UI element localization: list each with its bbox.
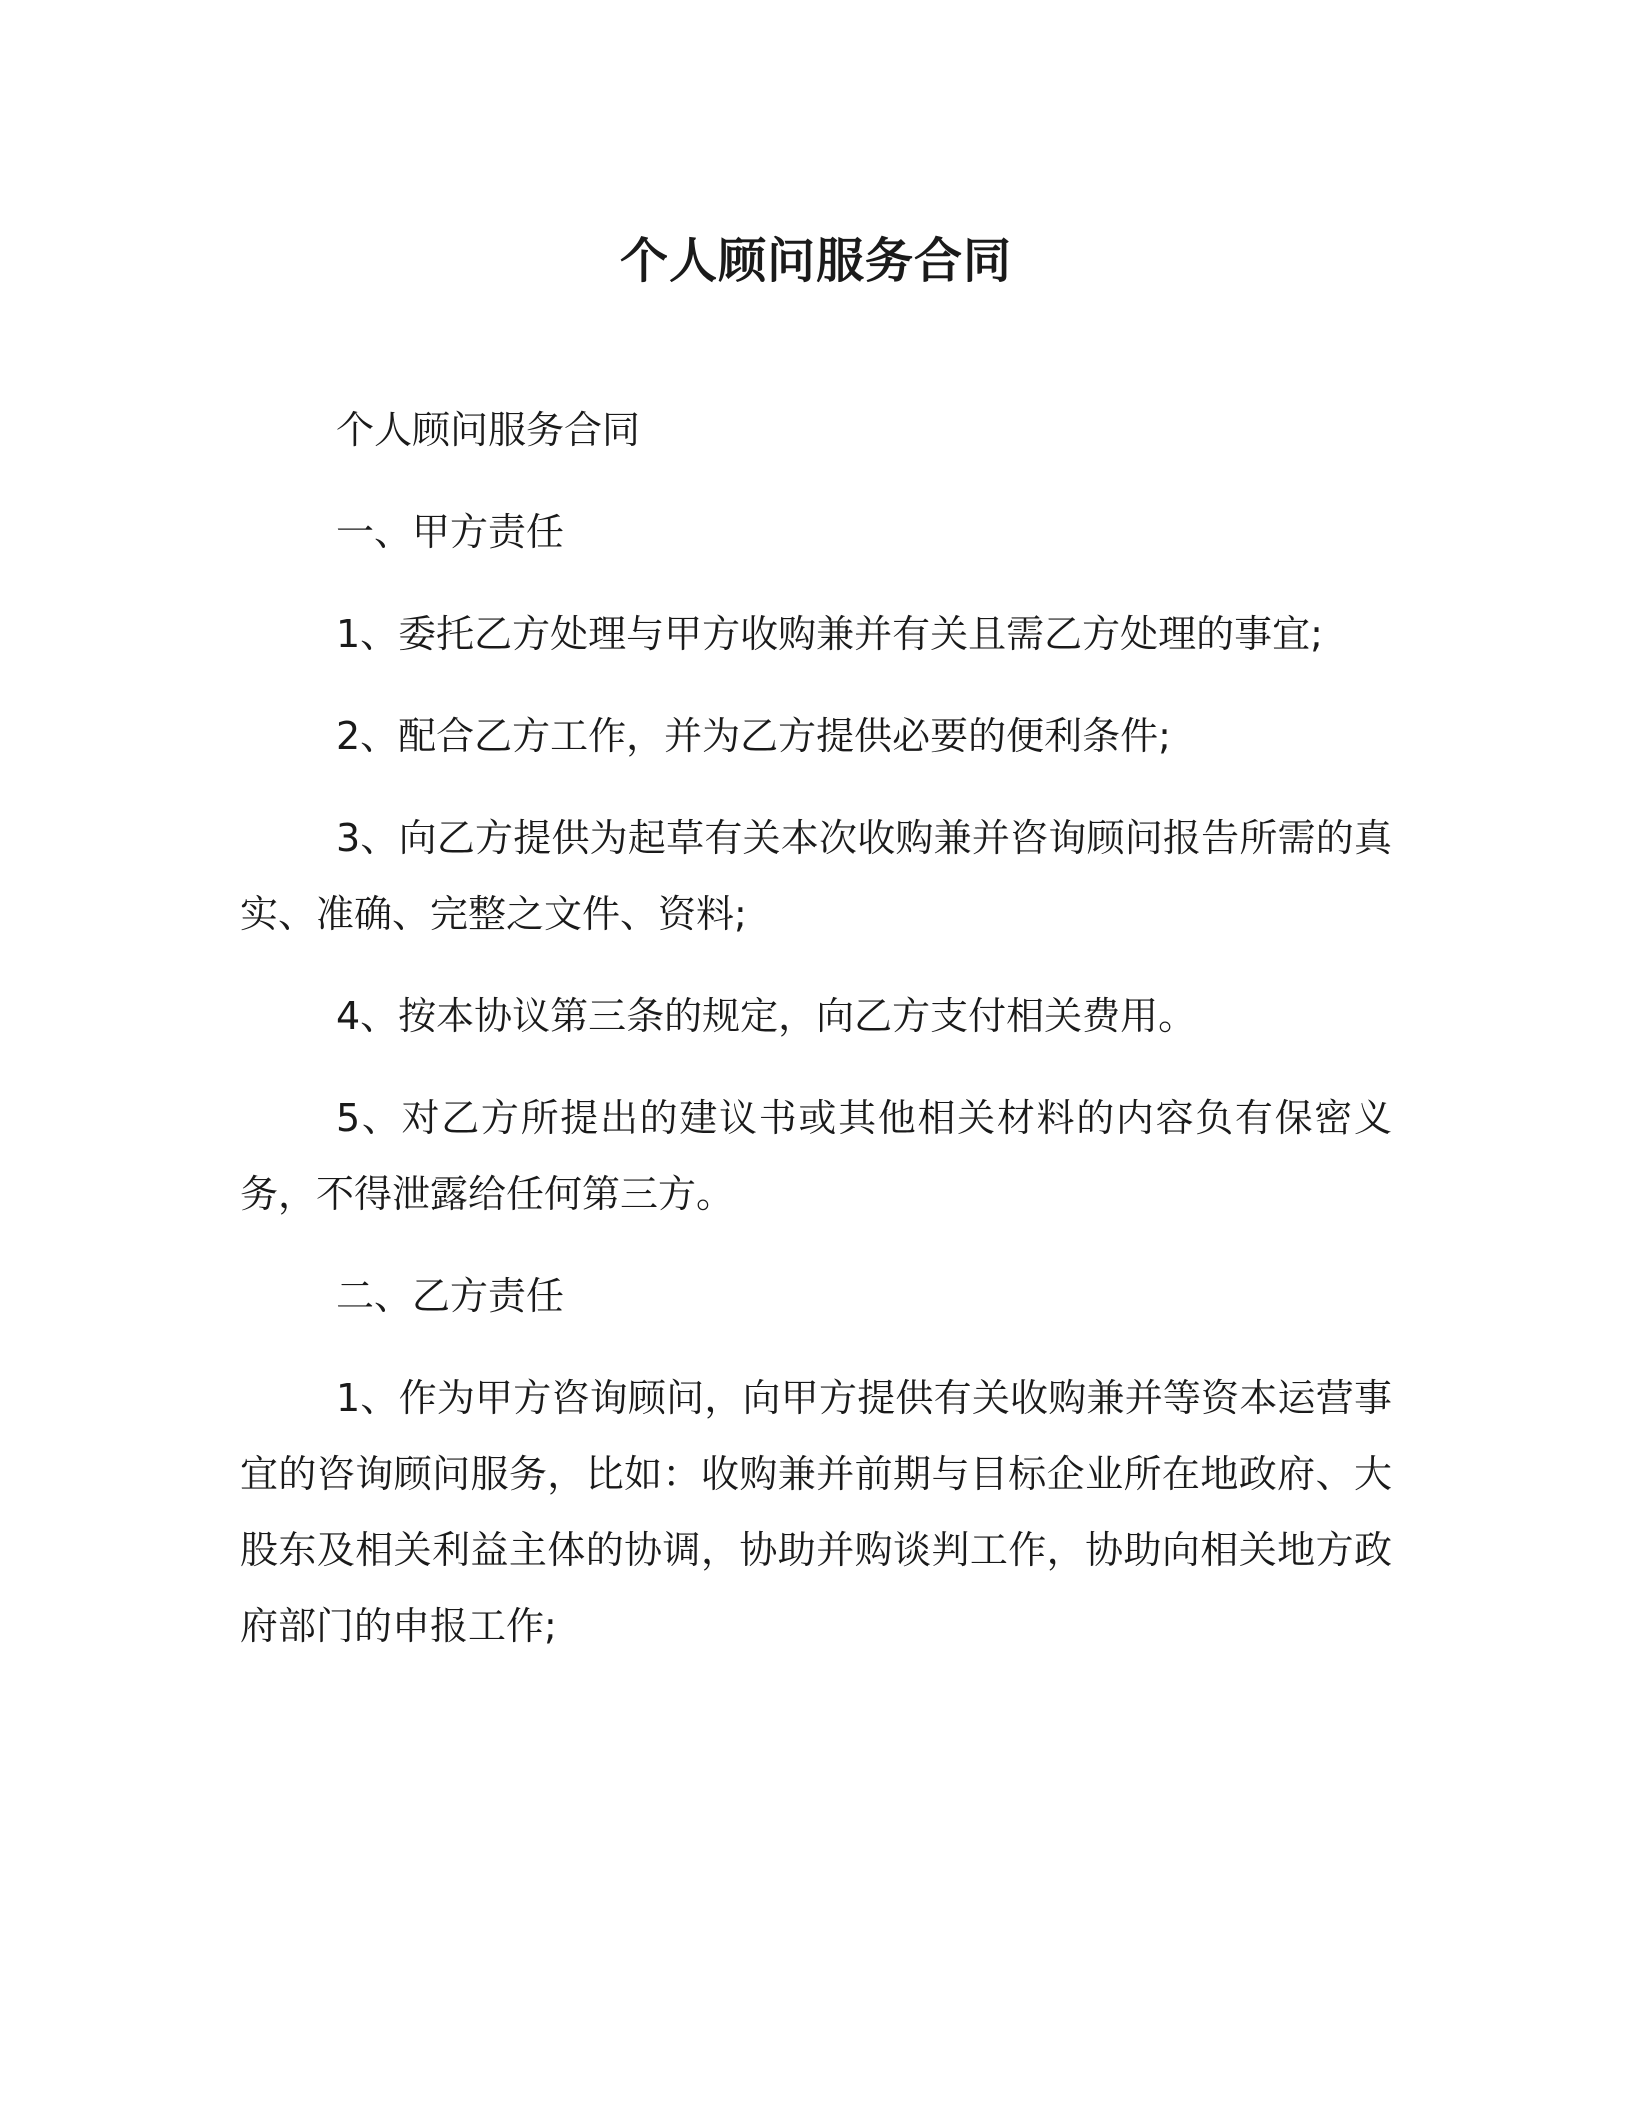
clause-a-2: 2、配合乙方工作，并为乙方提供必要的便利条件; — [336, 714, 1171, 758]
clause-a-5: 5、对乙方所提出的建议书或其他相关材料的内容负有保密义务，不得泄露给任何第三方。 — [240, 1096, 1392, 1216]
document-title: 个人顾问服务合同 — [619, 233, 1012, 289]
section-heading-party-a: 一、甲方责任 — [336, 510, 565, 554]
clause-b-1: 1、作为甲方咨询顾问，向甲方提供有关收购兼并等资本运营事宜的咨询顾问服务，比如：收购兼并前期与目标企业所在地政府、大股东及相关利益主体的协调，协助并购谈判工作，协助向相关地方政府部门的申报工作; — [240, 1376, 1392, 1648]
document-body — [240, 392, 1392, 1690]
clause-a-3: 3、向乙方提供为起草有关本次收购兼并咨询顾问报告所需的真实、准确、完整之文件、资料; — [240, 816, 1392, 936]
clause-a-1: 1、委托乙方处理与甲方收购兼并有关且需乙方处理的事宜; — [336, 612, 1323, 656]
clause-a-4: 4、按本协议第三条的规定，向乙方支付相关费用。 — [336, 994, 1197, 1038]
paragraph-subtitle: 个人顾问服务合同 — [336, 408, 641, 452]
section-heading-party-b: 二、乙方责任 — [336, 1274, 565, 1318]
